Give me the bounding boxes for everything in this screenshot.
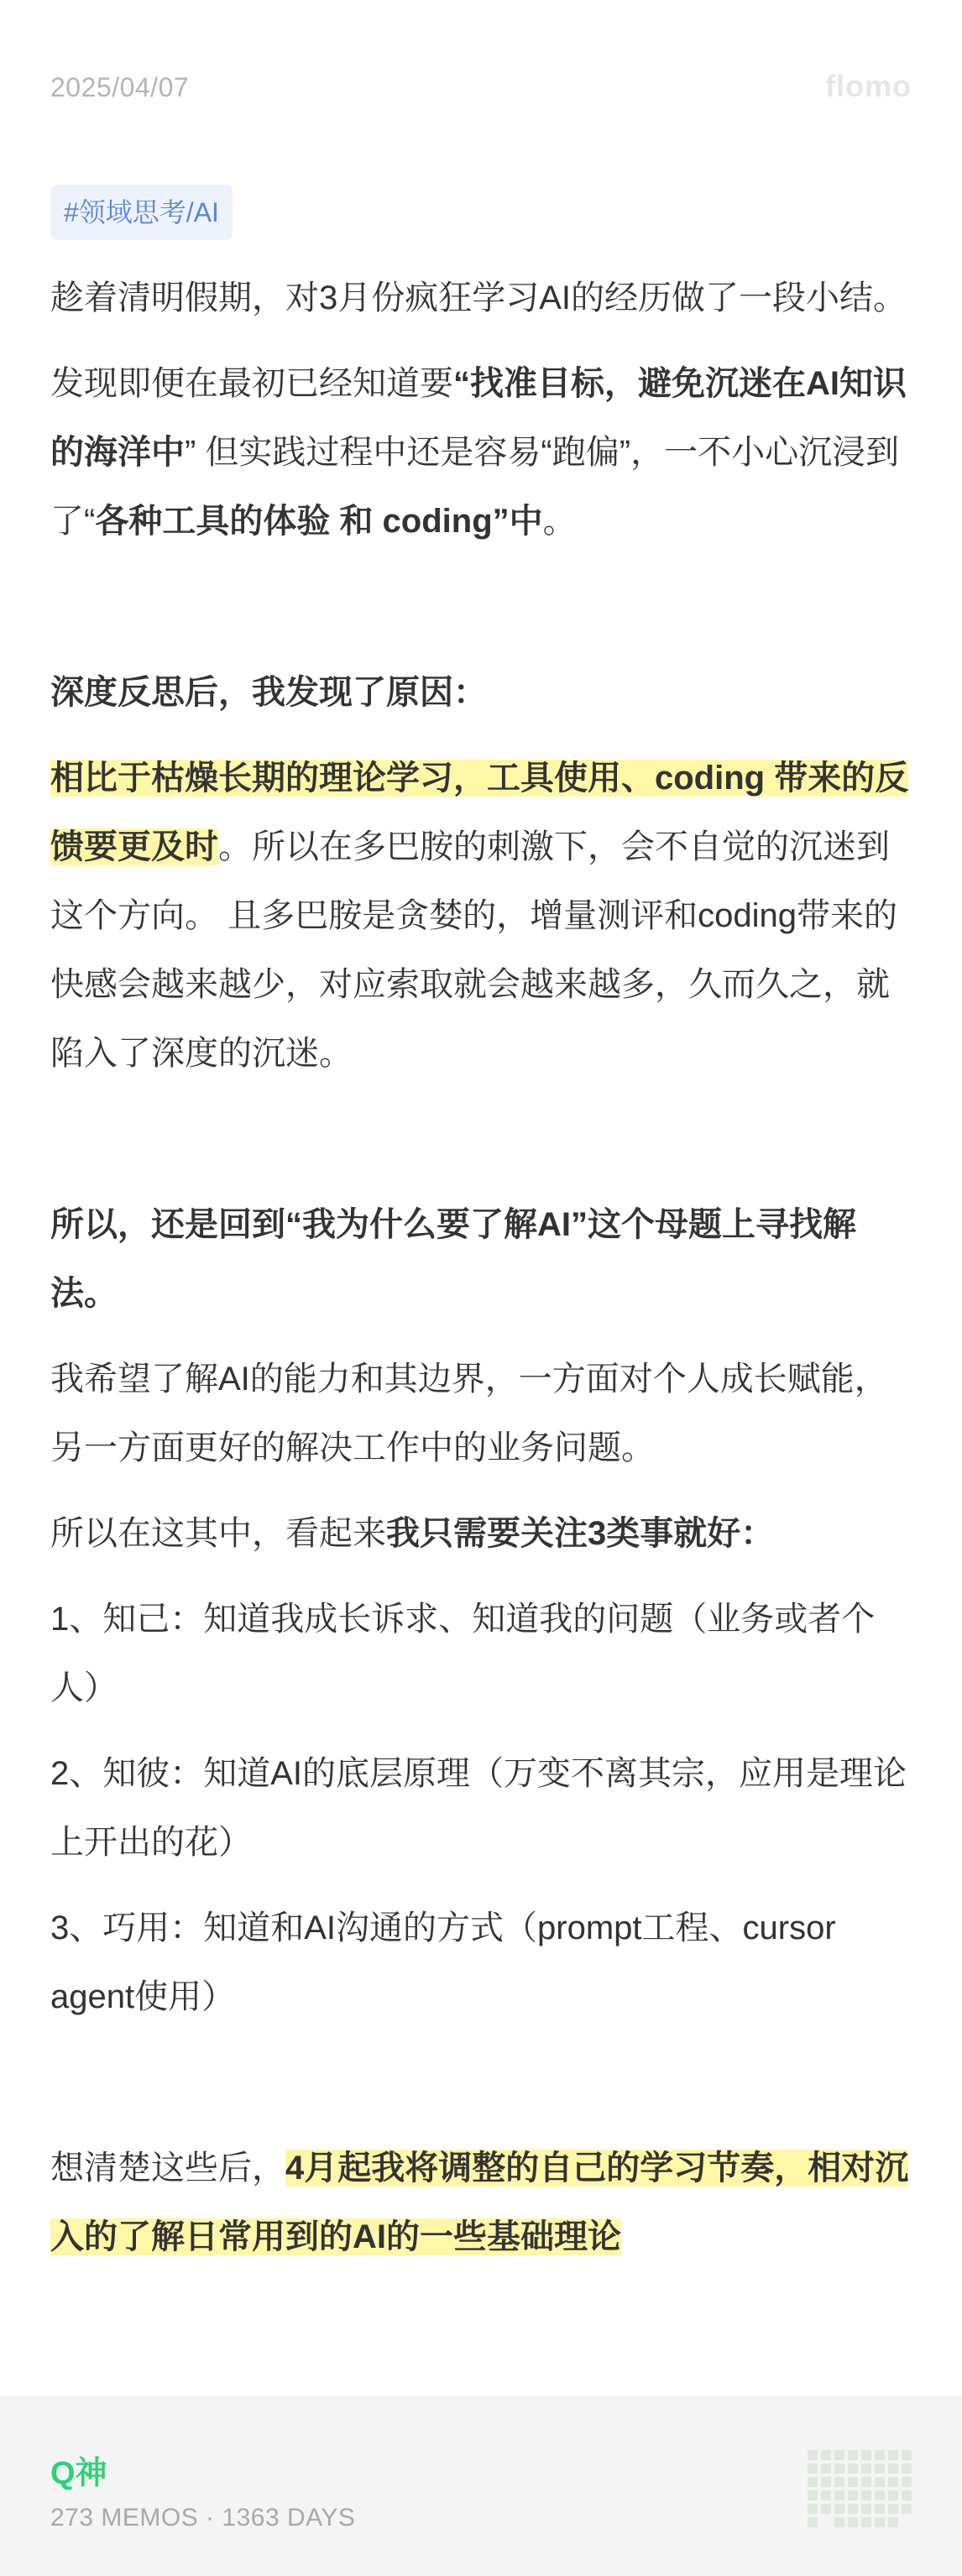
heatmap-cell — [821, 2450, 831, 2460]
heatmap-cell — [875, 2464, 885, 2474]
heatmap-cell — [888, 2464, 898, 2474]
discovery-text-a: 发现即便在最初已经知道要 — [50, 365, 453, 402]
user-name[interactable]: Q神 — [50, 2456, 107, 2491]
paragraph-conclusion — [50, 2134, 915, 2271]
heatmap-cell — [861, 2450, 871, 2460]
heatmap-cell — [902, 2477, 912, 2487]
discovery-bold-tools: 各种工具的体验 和 coding”中 — [95, 503, 543, 540]
heatmap-cell — [888, 2450, 898, 2460]
heatmap-cell — [902, 2490, 912, 2500]
heatmap-grid-icon — [808, 2450, 912, 2524]
heatmap-cell — [848, 2450, 858, 2460]
heatmap-cell — [902, 2464, 912, 2474]
heatmap-cell — [875, 2517, 885, 2527]
conclusion-text: 想清楚这些后， — [50, 2150, 285, 2187]
blank-line — [50, 572, 915, 641]
heatmap-cell — [861, 2464, 871, 2474]
list-item-know-ai: 2、知彼：知道AI的底层原理（万变不离其宗，应用是理论上开出的花） — [50, 1755, 907, 1861]
heatmap-cell — [848, 2464, 858, 2474]
list-item-know-self: 1、知己：知道我成长诉求、知道我的问题（业务或者个人） — [50, 1601, 876, 1706]
heatmap-cell — [808, 2450, 818, 2460]
discovery-bold-goal: “找准目标，避免沉迷在AI知识的海洋中 — [50, 365, 907, 471]
blank-line — [50, 2048, 915, 2117]
heatmap-cell — [861, 2517, 871, 2527]
paragraph-back-to-question — [50, 1190, 915, 1328]
heatmap-cell — [888, 2477, 898, 2487]
blank-line — [50, 1105, 915, 1173]
heatmap-cell — [821, 2464, 831, 2474]
heatmap-cell — [875, 2450, 885, 2460]
paragraph-discovery — [50, 349, 915, 556]
list-item-use-well: 3、巧用：知道和AI沟通的方式（prompt工程、cursor agent使用） — [50, 1910, 836, 2015]
reason-text: 。所以在多巴胺的刺激下，会不自觉的沉迷到这个方向。 且多巴胺是贪婪的，增量测评和coding带来的快感会越来越少，对应索取就会越来越多，久而久之，就陷入了深度的沉迷。 — [50, 828, 897, 1072]
heatmap-cell — [875, 2504, 885, 2514]
heatmap-cell — [808, 2477, 818, 2487]
heatmap-cell — [861, 2490, 871, 2500]
heatmap-cell — [821, 2504, 831, 2514]
heatmap-cell — [834, 2504, 844, 2514]
conclusion-highlight: 4月起我将调整的自己的学习节奏，相对沉入的了解日常用到的AI的一些基础理论 — [50, 2150, 909, 2255]
paragraph-hope: 我希望了解AI的能力和其边界，一方面对个人成长赋能，另一方面更好的解决工作中的业务问题。 — [50, 1361, 888, 1466]
reflection-heading-text: 深度反思后，我发现了原因： — [50, 674, 487, 711]
heatmap-cell — [888, 2504, 898, 2514]
heatmap-cell — [848, 2477, 858, 2487]
topic-tag[interactable]: #领域思考/AI — [50, 185, 233, 240]
discovery-text-e: 。 — [542, 503, 577, 540]
heatmap-cell — [875, 2477, 885, 2487]
heatmap-cell — [834, 2517, 844, 2527]
heatmap-cell — [888, 2490, 898, 2500]
heatmap-cell — [834, 2450, 844, 2460]
heatmap-cell — [848, 2517, 858, 2527]
heatmap-cell — [902, 2450, 912, 2460]
paragraph-intro: 趁着清明假期，对3月份疯狂学习AI的经历做了一段小结。 — [50, 280, 907, 316]
memo-content — [50, 264, 915, 2288]
flomo-logo: flomo — [825, 69, 912, 103]
heatmap-cell — [848, 2490, 858, 2500]
heatmap-cell — [875, 2490, 885, 2500]
three-things-text: 所以在这其中，看起来 — [50, 1515, 386, 1552]
paragraph-reason — [50, 744, 915, 1088]
heatmap-cell — [861, 2504, 871, 2514]
heatmap-cell — [821, 2490, 831, 2500]
user-stats: 273 MEMOS · 1363 DAYS — [50, 2504, 356, 2532]
heatmap-cell — [834, 2477, 844, 2487]
heatmap-cell — [888, 2517, 898, 2527]
three-things-bold: 我只需要关注3类事就好： — [386, 1515, 775, 1552]
heatmap-cell — [808, 2490, 818, 2500]
paragraph-three-things — [50, 1499, 915, 1568]
heatmap-cell — [848, 2504, 858, 2514]
paragraph-reflection-heading — [50, 658, 915, 727]
heatmap-cell — [821, 2477, 831, 2487]
heatmap-cell — [834, 2464, 844, 2474]
heatmap-cell — [902, 2504, 912, 2514]
heatmap-cell — [834, 2490, 844, 2500]
memo-footer — [0, 2396, 962, 2576]
discovery-text-c: ” 但实践过程中还是容易“跑偏”，一不小心沉浸到了“ — [50, 434, 900, 540]
back-to-question-text: 所以，还是回到“我为什么要了解AI”这个母题上寻找解法。 — [50, 1206, 856, 1312]
heatmap-cell — [808, 2517, 818, 2527]
memo-date: 2025/04/07 — [50, 72, 190, 102]
heatmap-cell — [808, 2464, 818, 2474]
heatmap-cell — [861, 2477, 871, 2487]
heatmap-cell — [808, 2504, 818, 2514]
reason-highlight: 相比于枯燥长期的理论学习，工具使用、coding 带来的反馈要更及时 — [50, 760, 909, 865]
